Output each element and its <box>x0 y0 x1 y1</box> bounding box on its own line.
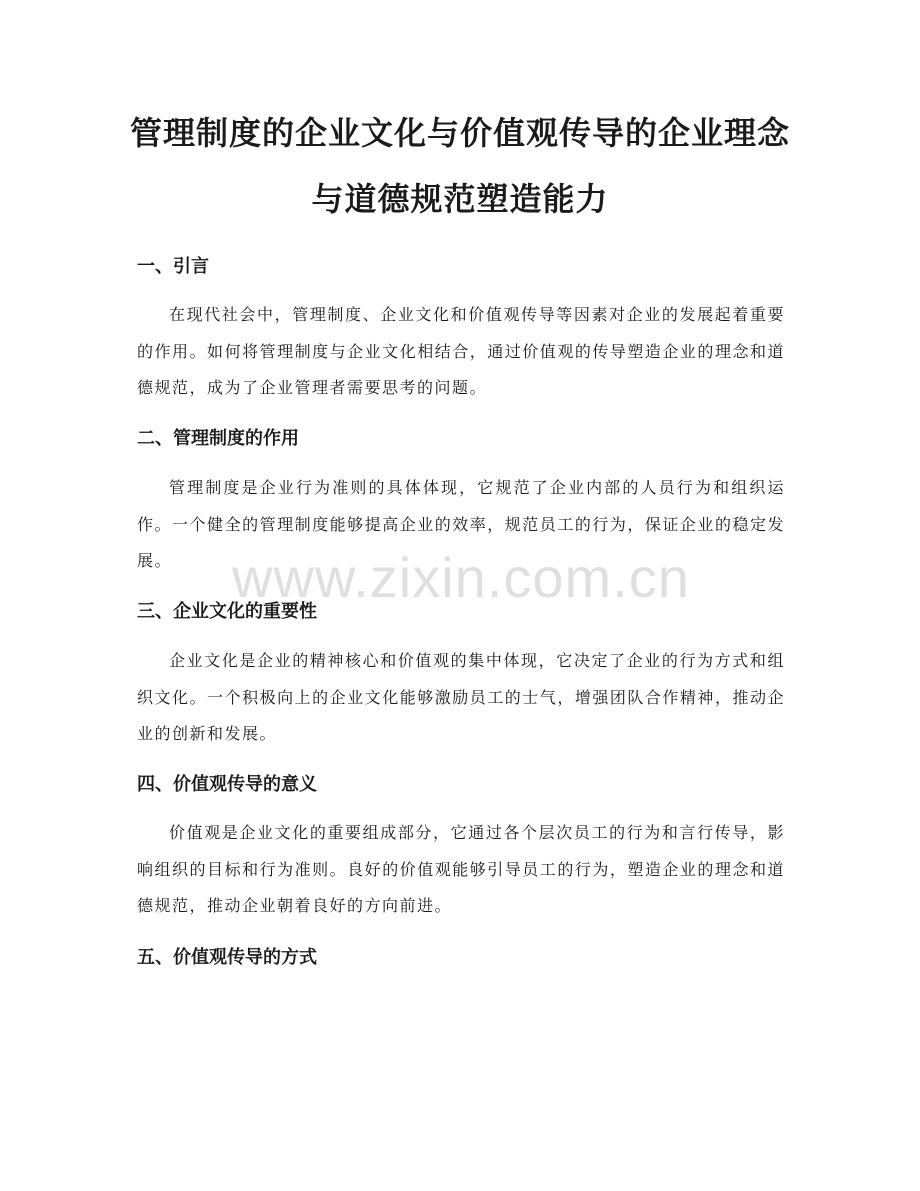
section-paragraph-value-transmission: 价值观是企业文化的重要组成部分，它通过各个层次员工的行为和言行传导，影响组织的目标和行为准则。良好的价值观能够引导员工的行为，塑造企业的理念和道德规范，推动企业朝着良好的方向前进。 <box>137 823 785 915</box>
section-paragraph-management-system: 管理制度是企业行为准则的具体体现，它规范了企业内部的人员行为和组织运作。一个健全的管理制度能够提高企业的效率，规范员工的行为，保证企业的稳定发展。 <box>137 478 785 570</box>
section-heading-management-system: 二、管理制度的作用 <box>137 428 299 449</box>
section-heading-transmission-methods: 五、价值观传导的方式 <box>137 947 317 968</box>
section-heading-value-transmission: 四、价值观传导的意义 <box>137 774 317 795</box>
section-heading-corporate-culture: 三、企业文化的重要性 <box>137 601 317 622</box>
document-title: 管理制度的企业文化与价值观传导的企业理念与道德规范塑造能力 <box>129 114 790 218</box>
watermark: www.zixin.com.cn <box>232 546 690 609</box>
section-heading-introduction: 一、引言 <box>137 256 209 277</box>
section-paragraph-introduction: 在现代社会中，管理制度、企业文化和价值观传导等因素对企业的发展起着重要的作用。如何将管理制度与企业文化相结合，通过价值观的传导塑造企业的理念和道德规范，成为了企业管理者需要思考的问题。 <box>137 305 785 397</box>
section-paragraph-corporate-culture: 企业文化是企业的精神核心和价值观的集中体现，它决定了企业的行为方式和组织文化。一个积极向上的企业文化能够激励员工的士气，增强团队合作精神，推动企业的创新和发展。 <box>137 651 785 743</box>
